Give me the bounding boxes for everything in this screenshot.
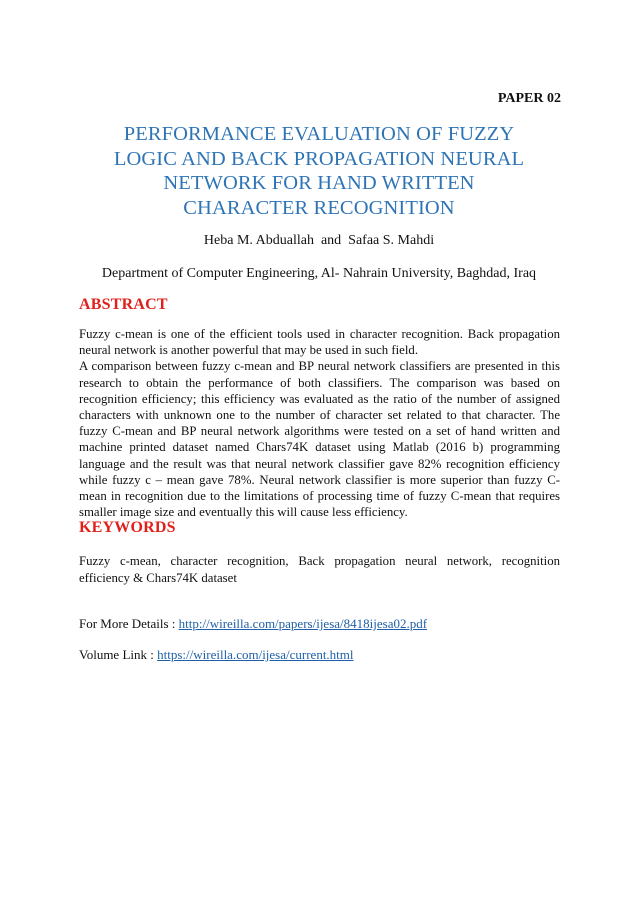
keywords-heading: KEYWORDS [79, 519, 176, 536]
affiliation: Department of Computer Engineering, Al- Nahrain University, Baghdad, Iraq [101, 266, 537, 281]
details-label: For More Details : [79, 616, 179, 631]
details-line [79, 616, 427, 632]
title-line: CHARACTER RECOGNITION [183, 196, 455, 219]
paper-title [60, 122, 578, 220]
title-line: PERFORMANCE EVALUATION OF FUZZY [123, 123, 515, 145]
keywords-body: Fuzzy c-mean, character recognition, Back propagation neural network, recognition efficiency & Chars74K dataset [79, 554, 560, 585]
title-line: LOGIC AND BACK PROPAGATION NEURAL [113, 147, 525, 170]
abstract-paragraph: A comparison between fuzzy c-mean and BP neural network classifiers are presented in this research to obtain the performance of both classifiers. The comparison was based on recognition efficiency; this efficiency was evaluated as the ratio of the number of assigned characters with unknown one to the number of character set related to that character. The fuzzy C-mean and BP neural network algorithms were tested on a set of hand written and machine printed dataset named Chars74K dataset using Matlab (2016 b) programming language and the result was that neural network classifier gave 82% recognition efficiency while fuzzy c – mean gave 78%. Neural network classifier is more superior than fuzzy C-mean in recognition due to the limitations of processing time of fuzzy C-mean that requires smaller image size and eventually this will cause less efficiency. [79, 359, 560, 520]
details-link[interactable]: http://wireilla.com/papers/ijesa/8418ijesa02.pdf [178, 616, 428, 631]
authors: Heba M. Abduallah and Safaa S. Mahdi [203, 233, 435, 248]
abstract-body [79, 326, 560, 520]
volume-label: Volume Link : [79, 647, 158, 662]
volume-link[interactable]: https://wireilla.com/ijesa/current.html [157, 647, 354, 662]
abstract-heading: ABSTRACT [79, 296, 168, 313]
title-line: NETWORK FOR HAND WRITTEN [163, 172, 475, 194]
abstract-paragraph: Fuzzy c-mean is one of the efficient tools used in character recognition. Back propagation neural network is another powerful that may be used in such field. [79, 327, 560, 358]
volume-line [79, 647, 354, 663]
paper-number-label: PAPER 02 [497, 91, 561, 106]
